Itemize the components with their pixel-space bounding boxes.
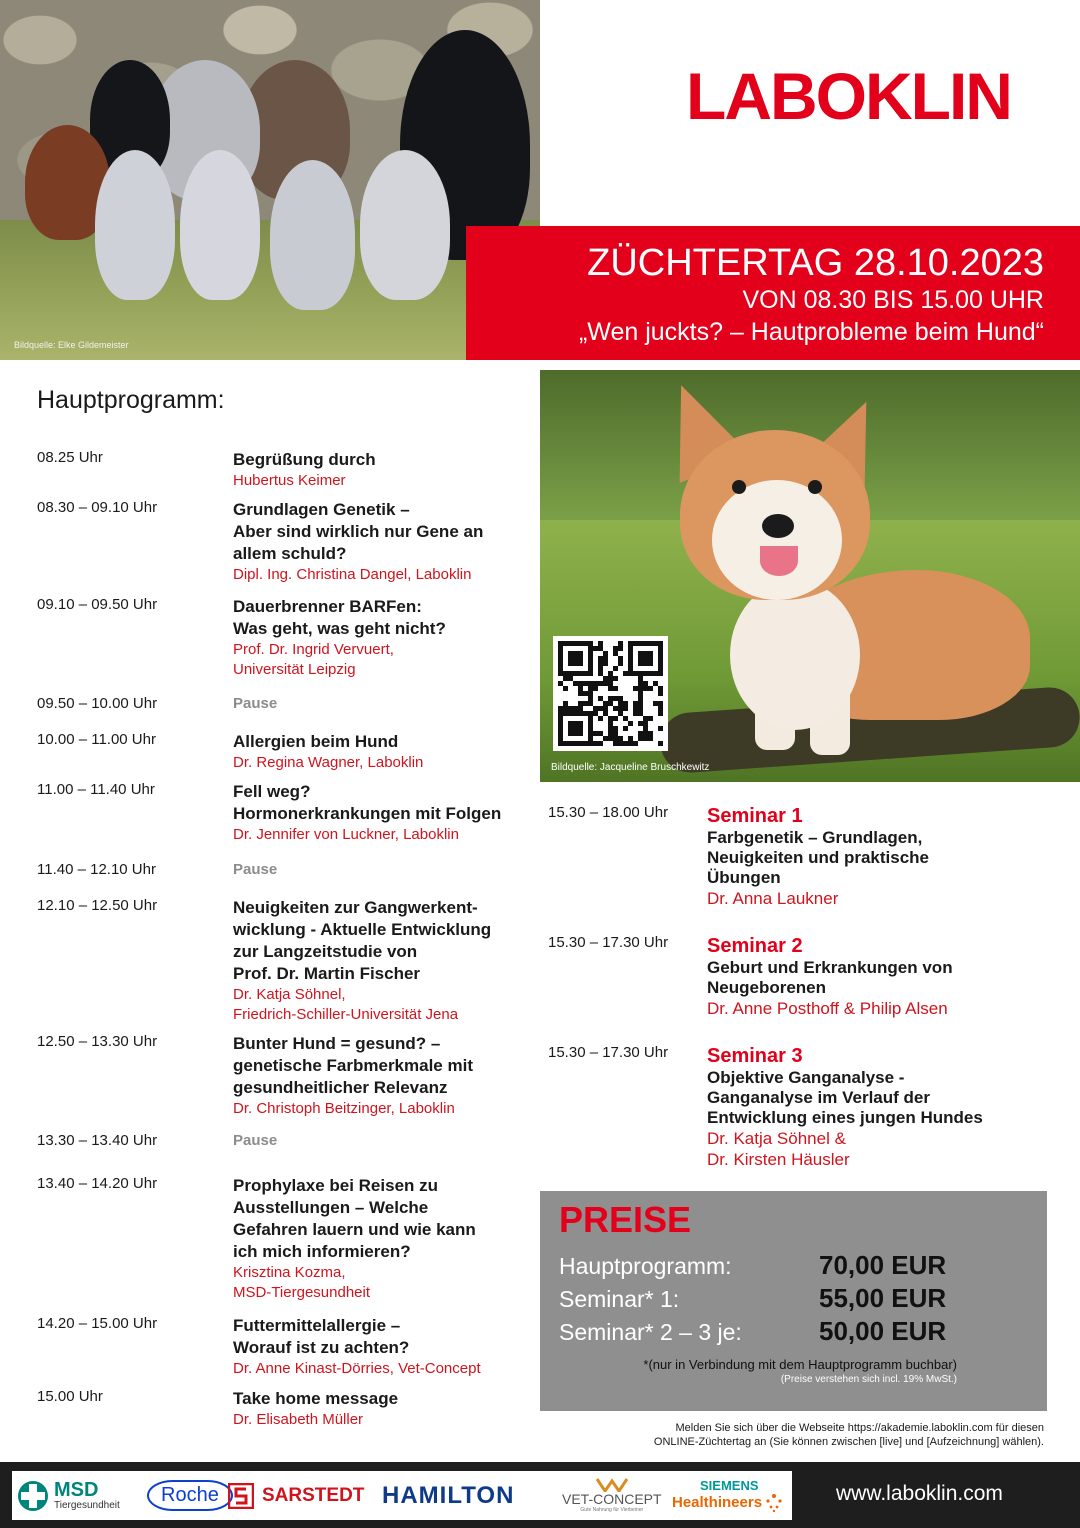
registration-note <box>584 1421 1044 1449</box>
program-speaker: Dr. Jennifer von Luckner, Laboklin <box>233 826 459 843</box>
msd-subline: Tiergesundheit <box>54 1500 120 1511</box>
seminar-time: 15.30 – 18.00 Uhr <box>548 804 669 821</box>
corgi-eye <box>808 480 822 494</box>
price-label: Hauptprogramm: <box>559 1253 732 1279</box>
event-time: VON 08.30 BIS 15.00 UHR <box>742 286 1044 314</box>
puppy-4 <box>360 150 450 300</box>
sarstedt-icon <box>228 1483 254 1509</box>
program-speaker: Prof. Dr. Ingrid Vervuert, <box>233 641 394 658</box>
program-speaker: Dr. Anne Kinast-Dörries, Vet-Concept <box>233 1360 481 1377</box>
program-title: gesundheitlicher Relevanz <box>233 1078 448 1097</box>
qr-code-pattern <box>558 641 663 746</box>
corgi-eye <box>732 480 746 494</box>
program-time: 08.25 Uhr <box>37 449 103 466</box>
program-time: 12.10 – 12.50 Uhr <box>37 897 158 914</box>
program-title: Allergien beim Hund <box>233 732 399 751</box>
corgi-face <box>712 480 842 600</box>
healthineers-wordmark: Healthineers <box>672 1494 763 1511</box>
program-time: 12.50 – 13.30 Uhr <box>37 1033 158 1050</box>
price-note: *(nur in Verbindung mit dem Hauptprogramm buchbar) <box>643 1357 957 1372</box>
vet-concept-icon <box>595 1478 629 1492</box>
event-title: ZÜCHTERTAG 28.10.2023 <box>587 242 1044 284</box>
vet-concept-logo[interactable] <box>562 1471 662 1520</box>
dogs-group-photo <box>0 0 540 360</box>
hamilton-logo[interactable] <box>382 1471 514 1520</box>
program-title: Prof. Dr. Martin Fischer <box>233 964 421 983</box>
roche-logo[interactable] <box>147 1471 233 1520</box>
seminar-title: Entwicklung eines jungen Hundes <box>707 1108 983 1127</box>
qr-module <box>658 741 663 746</box>
program-title: ich mich informieren? <box>233 1242 411 1261</box>
program-heading: Hauptprogramm: <box>37 386 225 414</box>
healthineers-dots-icon <box>764 1493 784 1513</box>
program-title: Aber sind wirklich nur Gene an <box>233 522 484 541</box>
program-speaker: Dr. Katja Söhnel, <box>233 986 346 1003</box>
price-value: 70,00 EUR <box>819 1250 947 1280</box>
program-title: Ausstellungen – Welche <box>233 1198 429 1217</box>
program-title: Bunter Hund = gesund? – <box>233 1034 441 1053</box>
seminar-title: Geburt und Erkrankungen von <box>707 958 953 977</box>
program-title: Grundlagen Genetik – <box>233 500 410 519</box>
seminar-speaker: Dr. Kirsten Häusler <box>707 1150 850 1169</box>
program-time: 10.00 – 11.00 Uhr <box>37 731 156 748</box>
program-time: 09.10 – 09.50 Uhr <box>37 596 158 613</box>
program-time: 11.40 – 12.10 Uhr <box>37 861 156 878</box>
seminar-title: Neuigkeiten und praktische <box>707 848 929 867</box>
website-link[interactable]: www.laboklin.com <box>836 1482 1003 1505</box>
program-title: Begrüßung durch <box>233 450 376 469</box>
vet-concept-wordmark: VET-CONCEPT <box>562 1491 662 1507</box>
seminar-speaker: Dr. Katja Söhnel & <box>707 1129 846 1148</box>
siemens-wordmark: SIEMENS <box>700 1477 759 1493</box>
seminar-time: 15.30 – 17.30 Uhr <box>548 1044 669 1061</box>
program-time: 09.50 – 10.00 Uhr <box>37 695 158 712</box>
footer <box>0 1462 1080 1528</box>
program-title: Gefahren lauern und wie kann <box>233 1220 476 1239</box>
prices-box <box>540 1191 1047 1411</box>
puppy-3 <box>270 160 355 310</box>
program-time: 14.20 – 15.00 Uhr <box>37 1315 158 1332</box>
seminar-speaker: Dr. Anna Laukner <box>707 889 839 908</box>
seminar-heading: Seminar 3 <box>707 1045 803 1067</box>
program-title: genetische Farbmerkmale mit <box>233 1056 473 1075</box>
laboklin-logo: LABOKLIN <box>686 59 1011 133</box>
program-speaker: Krisztina Kozma, <box>233 1264 346 1281</box>
hamilton-wordmark: HAMILTON <box>382 1481 515 1509</box>
puppy-1 <box>95 150 175 300</box>
msd-wordmark: MSD <box>54 1479 99 1501</box>
program-speaker: Dipl. Ing. Christina Dangel, Laboklin <box>233 566 472 583</box>
sarstedt-logo[interactable] <box>228 1471 364 1520</box>
seminar-title: Neugeborenen <box>707 978 827 997</box>
program-title: Was geht, was geht nicht? <box>233 619 446 638</box>
corgi-chest <box>730 580 860 730</box>
program-title: zur Langzeitstudie von <box>233 942 418 961</box>
photo-caption: Bildquelle: Elke Gildemeister <box>14 340 129 350</box>
sponsor-strip <box>12 1471 792 1520</box>
pause-label: Pause <box>233 861 278 878</box>
seminar-title: Ganganalyse im Verlauf der <box>707 1088 930 1107</box>
seminar-heading: Seminar 2 <box>707 935 803 957</box>
seminar-title: Objektive Ganganalyse - <box>707 1068 905 1087</box>
program-time: 08.30 – 09.10 Uhr <box>37 499 158 516</box>
program-title: allem schuld? <box>233 544 347 563</box>
program-title: Futtermittelallergie – <box>233 1316 401 1335</box>
program-speaker: MSD-Tiergesundheit <box>233 1284 370 1301</box>
seminar-heading: Seminar 1 <box>707 805 803 827</box>
price-label: Seminar* 2 – 3 je: <box>559 1319 742 1345</box>
seminar-title: Farbgenetik – Grundlagen, <box>707 828 923 847</box>
program-speaker: Universität Leipzig <box>233 661 356 678</box>
program-speaker: Dr. Elisabeth Müller <box>233 1411 364 1428</box>
puppy-2 <box>180 150 260 300</box>
prices-title: PREISE <box>559 1199 692 1240</box>
program-speaker: Friedrich-Schiller-Universität Jena <box>233 1006 459 1023</box>
registration-line: ONLINE-Züchtertag an (Sie können zwischen [live] und [Aufzeichnung] wählen). <box>653 1436 1044 1448</box>
program-title: Dauerbrenner BARFen: <box>233 597 422 616</box>
program-title: Prophylaxe bei Reisen zu <box>233 1176 439 1195</box>
program-title: Take home message <box>233 1389 399 1408</box>
registration-line: Melden Sie sich über die Webseite https://akademie.laboklin.com für diesen <box>675 1422 1044 1434</box>
corgi-tongue <box>760 546 798 576</box>
program-title: wicklung - Aktuelle Entwicklung <box>233 920 492 939</box>
seminar-speaker: Dr. Anne Posthoff & Philip Alsen <box>707 999 948 1018</box>
price-label: Seminar* 1: <box>559 1286 680 1312</box>
price-value: 55,00 EUR <box>819 1283 947 1313</box>
program-title: Fell weg? <box>233 782 311 801</box>
program-time: 11.00 – 11.40 Uhr <box>37 781 155 798</box>
corgi-nose <box>762 514 794 538</box>
sarstedt-wordmark: SARSTEDT <box>262 1484 365 1506</box>
seminar-time: 15.30 – 17.30 Uhr <box>548 934 669 951</box>
roche-wordmark: Roche <box>147 1480 233 1511</box>
program-speaker: Hubertus Keimer <box>233 472 346 489</box>
program-speaker: Dr. Regina Wagner, Laboklin <box>233 754 424 771</box>
msd-icon <box>16 1479 50 1513</box>
program-time: 13.30 – 13.40 Uhr <box>37 1132 158 1149</box>
qr-code[interactable] <box>553 636 668 751</box>
event-subtitle: „Wen juckts? – Hautprobleme beim Hund“ <box>578 318 1044 346</box>
program-time: 15.00 Uhr <box>37 1388 103 1405</box>
vet-concept-subline: Gute Nahrung für Vierbeiner <box>580 1507 644 1513</box>
program-time: 13.40 – 14.20 Uhr <box>37 1175 158 1192</box>
msd-logo[interactable] <box>16 1471 120 1520</box>
vat-note: (Preise verstehen sich incl. 19% MwSt.) <box>780 1374 957 1385</box>
program-speaker: Dr. Christoph Beitzinger, Laboklin <box>233 1100 455 1117</box>
program-title: Neuigkeiten zur Gangwerkent- <box>233 898 478 917</box>
price-value: 50,00 EUR <box>819 1316 947 1346</box>
seminar-title: Übungen <box>707 868 781 887</box>
program-title: Hormonerkrankungen mit Folgen <box>233 804 502 823</box>
siemens-healthineers-logo[interactable] <box>672 1471 784 1520</box>
photo-caption: Bildquelle: Jacqueline Bruschkewitz <box>551 762 710 773</box>
program-title: Worauf ist zu achten? <box>233 1338 410 1357</box>
pause-label: Pause <box>233 1132 278 1149</box>
pause-label: Pause <box>233 695 278 712</box>
